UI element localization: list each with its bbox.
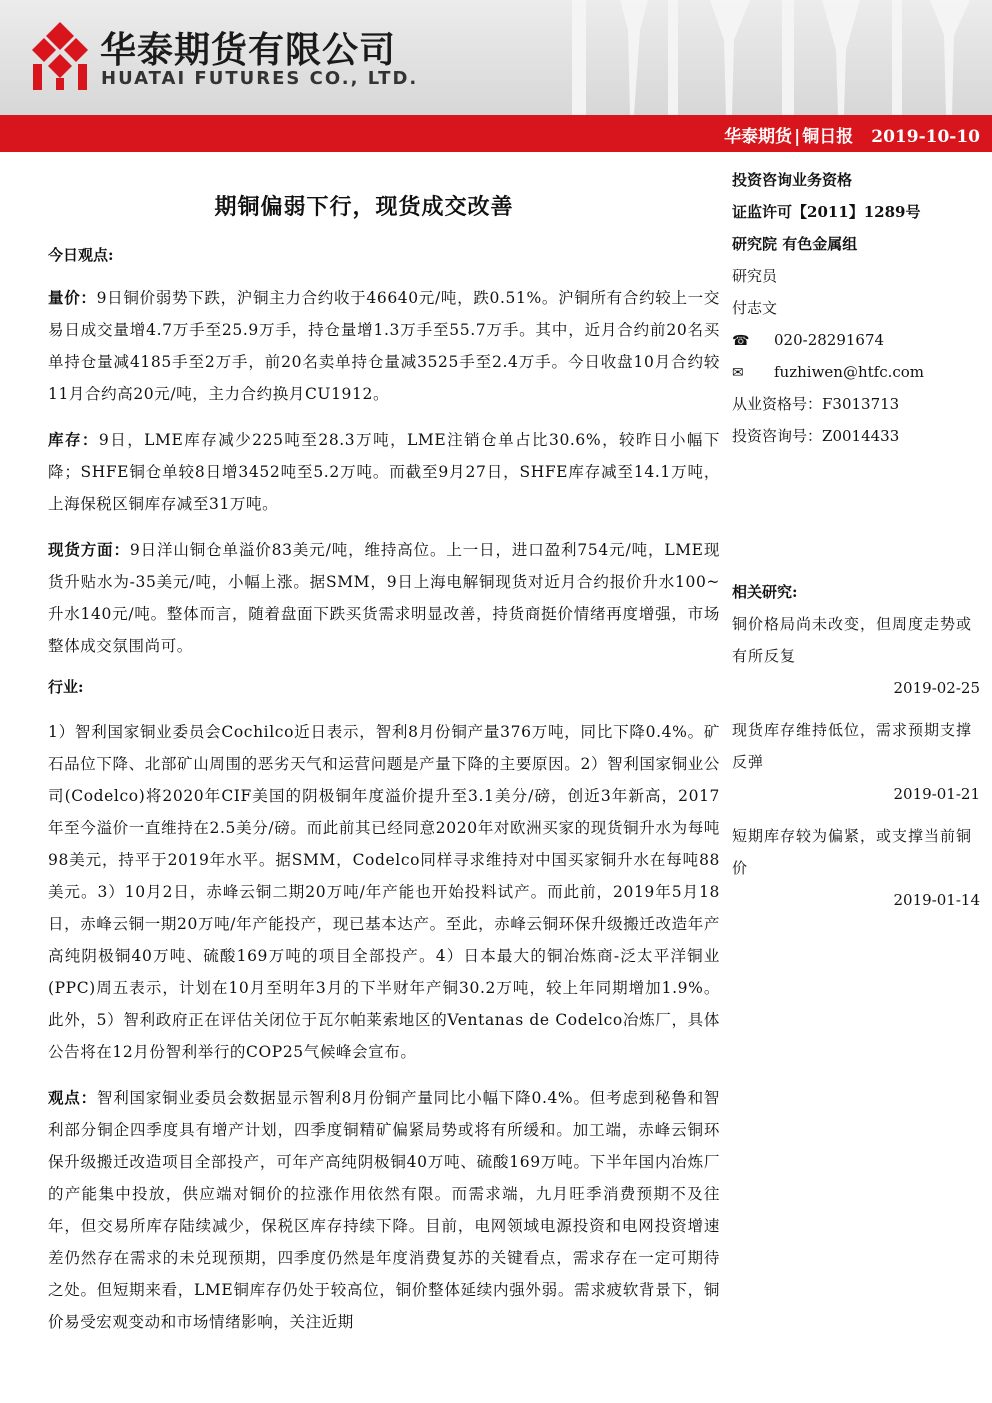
view-paragraph xyxy=(48,1082,720,1338)
price-label: 量价： xyxy=(48,288,97,307)
related-item-title[interactable]: 现货库存维持低位，需求预期支撑反弹 xyxy=(732,721,973,771)
email-row xyxy=(732,356,982,388)
related-item[interactable] xyxy=(732,820,982,916)
banner-date: 2019-10-10 xyxy=(871,127,980,147)
license-text: 证监许可【2011】1289号 xyxy=(732,203,921,221)
spot-paragraph xyxy=(48,534,720,662)
inventory-paragraph xyxy=(48,424,720,520)
related-research-heading: 相关研究: xyxy=(732,583,798,601)
inventory-label: 库存： xyxy=(48,430,99,449)
consult-label: 投资咨询号： xyxy=(732,427,823,445)
industry-paragraph: 1）智利国家铜业委员会Cochilco近日表示，智利8月份铜产量376万吨，同比下降0.4%。矿石品位下降、北部矿山周围的恶劣天气和运营问题是产量下降的主要原因。2）智利国家铜业公司(Codelco)将2020年CIF美国的阴极铜年度溢价提升至3.1美分/磅，创近3年新高，2017年至今溢价一直维持在2.5美分/磅。而此前其已经同意2020年对欧洲买家的现货铜升水为每吨98美元，持平于2019年水平。据SMM，Codelco同样寻求维持对中国买家铜升水在每吨88美元。3）10月2日，赤峰云铜二期20万吨/年产能也开始投料试产。而此前，2019年5月18日，赤峰云铜一期20万吨/年产能投产，现已基本达产。至此，赤峰云铜环保升级搬迁改造年产高纯阴极铜40万吨、硫酸169万吨的项目全部投产。4）日本最大的铜冶炼商-泛太平洋铜业(PPC)周五表示，计划在10月至明年3月的下半财年产铜30.2万吨，较上年同期增加1.9%。此外，5）智利政府正在评估关闭位于瓦尔帕莱索地区的Ventanas de Codelco冶炼厂，具体公告将在12月份智利举行的COP25气候峰会宣布。 xyxy=(48,723,720,1061)
report-title: 期铜偏弱下行，现货成交改善 xyxy=(214,194,514,220)
header-band xyxy=(0,0,992,115)
company-name-cn: 华泰期货有限公司 xyxy=(100,30,397,71)
qualification-text: 投资咨询业务资格 xyxy=(732,171,853,189)
huatai-logo-icon xyxy=(30,20,90,92)
industry-heading: 行业: xyxy=(48,678,84,696)
related-item-title[interactable]: 短期库存较为偏紧，或支撑当前铜价 xyxy=(732,827,973,877)
related-item-date: 2019-02-25 xyxy=(893,679,980,697)
decorative-pillars-graphic xyxy=(560,0,992,115)
consult-number: Z0014433 xyxy=(822,427,900,445)
envelope-icon: ✉ xyxy=(732,365,744,381)
banner-report-type: 铜日报 xyxy=(802,127,854,147)
today-view-heading: 今日观点: xyxy=(48,246,114,264)
phone-number: 020-28291674 xyxy=(774,331,885,349)
cert-number: F3013713 xyxy=(822,395,900,413)
phone-icon: ☎ xyxy=(732,333,750,349)
consult-row xyxy=(732,420,982,452)
analyst-name: 付志文 xyxy=(732,299,778,317)
spot-label: 现货方面： xyxy=(48,540,130,559)
report-banner xyxy=(0,115,992,152)
related-item-title[interactable]: 铜价格局尚未改变，但周度走势或有所反复 xyxy=(732,615,973,665)
inventory-text: 9日，LME库存减少225吨至28.3万吨，LME注销仓单占比30.6%，较昨日小幅下降；SHFE铜仓单较8日增3452吨至5.2万吨。而截至9月27日，SHFE库存减至14.1万吨，上海保税区铜库存减至31万吨。 xyxy=(48,431,720,513)
email-address[interactable]: fuzhiwen@htfc.com xyxy=(774,363,925,381)
banner-text xyxy=(724,122,980,147)
banner-brand: 华泰期货 xyxy=(724,127,793,147)
related-item-date: 2019-01-14 xyxy=(893,891,980,909)
cert-row xyxy=(732,388,982,420)
main-content xyxy=(48,160,720,1352)
spot-text: 9日洋山铜仓单溢价83美元/吨，维持高位。上一日，进口盈利754元/吨，LME现货升贴水为-35美元/吨，小幅上涨。据SMM，9日上海电解铜现货对近月合约报价升水100~升水140元/吨。整体而言，随着盘面下跌买货需求明显改善，持货商挺价情绪再度增强，市场整体成交氛围尚可。 xyxy=(48,541,720,655)
company-name-en: HUATAI FUTURES CO., LTD. xyxy=(101,68,419,89)
phone-row xyxy=(732,324,982,356)
analyst-role: 研究员 xyxy=(732,267,778,285)
view-label: 观点： xyxy=(48,1088,97,1107)
sidebar xyxy=(732,160,982,926)
related-item[interactable] xyxy=(732,714,982,810)
banner-separator: | xyxy=(794,127,801,147)
institute-text: 研究院 有色金属组 xyxy=(732,235,858,253)
related-item-date: 2019-01-21 xyxy=(893,785,980,803)
view-text: 智利国家铜业委员会数据显示智利8月份铜产量同比小幅下降0.4%。但考虑到秘鲁和智利部分铜企四季度具有增产计划，四季度铜精矿偏紧局势或将有所缓和。加工端，赤峰云铜环保升级搬迁改造项目全部投产，可年产高纯阴极铜40万吨、硫酸169万吨。下半年国内冶炼厂的产能集中投放，供应端对铜价的拉涨作用依然有限。而需求端，九月旺季消费预期不及往年，但交易所库存陆续减少，保税区库存持续下降。目前，电网领域电源投资和电网投资增速差仍然存在需求的未兑现预期，四季度仍然是年度消费复苏的关键看点，需求存在一定可期待之处。但短期来看，LME铜库存仍处于较高位，铜价整体延续内强外弱。需求疲软背景下，铜价易受宏观变动和市场情绪影响，关注近期 xyxy=(48,1089,720,1331)
price-text: 9日铜价弱势下跌，沪铜主力合约收于46640元/吨，跌0.51%。沪铜所有合约较上一交易日成交量增4.7万手至25.9万手，持仓量增1.3万手至55.7万手。其中，近月合约前20名买单持仓量减4185手至2万手，前20名卖单持仓量减3525手至2.4万手。今日收盘10月合约较11月合约高20元/吨，主力合约换月CU1912。 xyxy=(48,289,720,403)
cert-label: 从业资格号： xyxy=(732,395,823,413)
related-item[interactable] xyxy=(732,608,982,704)
price-paragraph xyxy=(48,282,720,410)
